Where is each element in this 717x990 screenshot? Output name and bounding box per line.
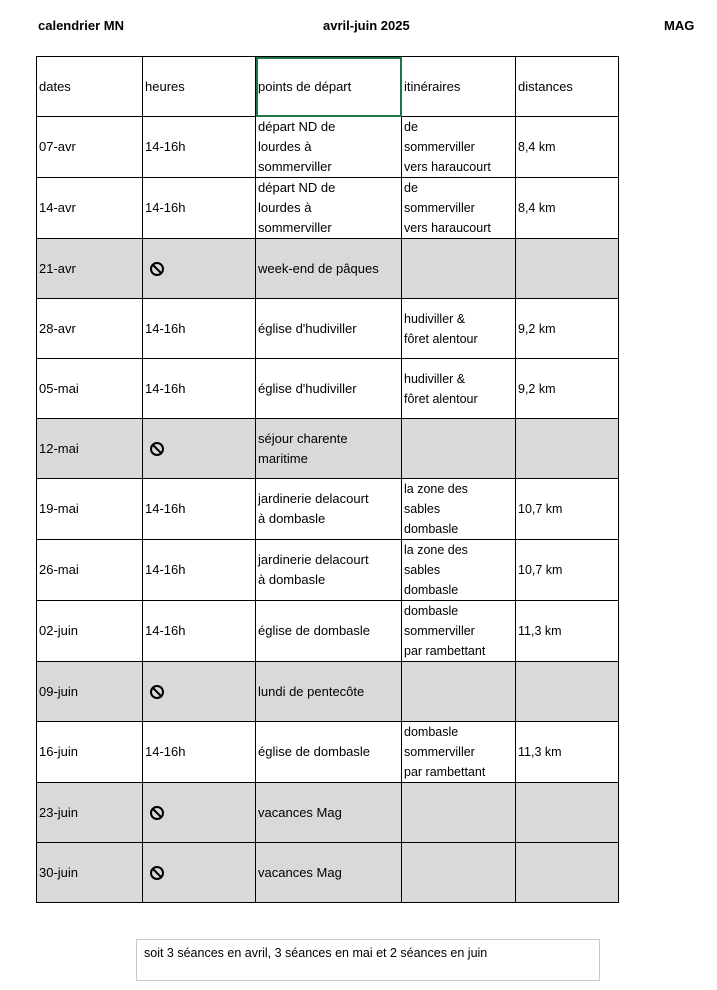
date-cell[interactable]: 09-juin bbox=[37, 662, 143, 722]
hours-cell[interactable]: 14-16h bbox=[143, 178, 256, 239]
table-row bbox=[37, 601, 619, 662]
departure-cell[interactable]: jardinerie delacourt à dombasle bbox=[256, 479, 402, 540]
date-cell[interactable]: 16-juin bbox=[37, 722, 143, 783]
table-row bbox=[37, 178, 619, 239]
table-row bbox=[37, 540, 619, 601]
distance-cell[interactable]: 11,3 km bbox=[516, 601, 619, 662]
route-cell[interactable]: la zone des sables dombasle bbox=[402, 479, 516, 540]
departure-cell[interactable]: jardinerie delacourt à dombasle bbox=[256, 540, 402, 601]
distance-cell[interactable]: 9,2 km bbox=[516, 299, 619, 359]
table-header-row bbox=[37, 57, 619, 117]
route-cell[interactable]: hudiviller & fôret alentour bbox=[402, 299, 516, 359]
distance-cell[interactable]: 9,2 km bbox=[516, 359, 619, 419]
route-cell[interactable]: de sommerviller vers haraucourt bbox=[402, 117, 516, 178]
departure-cell[interactable]: église d'hudiviller bbox=[256, 359, 402, 419]
date-cell[interactable]: 19-mai bbox=[37, 479, 143, 540]
no-entry-icon bbox=[150, 806, 164, 820]
departure-cell[interactable]: départ ND de lourdes à sommerviller bbox=[256, 117, 402, 178]
table-row bbox=[37, 239, 619, 299]
table-row bbox=[37, 117, 619, 178]
summary-note[interactable]: soit 3 séances en avril, 3 séances en mai et 2 séances en juin bbox=[136, 939, 600, 981]
table-row bbox=[37, 359, 619, 419]
route-cell[interactable]: dombasle sommerviller par rambettant bbox=[402, 722, 516, 783]
distance-cell[interactable]: 10,7 km bbox=[516, 479, 619, 540]
table-row bbox=[37, 479, 619, 540]
hours-cell[interactable] bbox=[143, 843, 256, 903]
departure-cell[interactable]: séjour charente maritime bbox=[256, 419, 402, 479]
route-cell[interactable]: dombasle sommerviller par rambettant bbox=[402, 601, 516, 662]
route-cell[interactable] bbox=[402, 419, 516, 479]
date-cell[interactable]: 30-juin bbox=[37, 843, 143, 903]
table-row bbox=[37, 299, 619, 359]
departure-cell[interactable]: vacances Mag bbox=[256, 783, 402, 843]
table-row bbox=[37, 722, 619, 783]
header-period: avril-juin 2025 bbox=[323, 18, 410, 33]
table-row bbox=[37, 783, 619, 843]
date-cell[interactable]: 02-juin bbox=[37, 601, 143, 662]
hours-cell[interactable]: 14-16h bbox=[143, 601, 256, 662]
date-cell[interactable]: 26-mai bbox=[37, 540, 143, 601]
departure-cell[interactable]: week-end de pâques bbox=[256, 239, 402, 299]
date-cell[interactable]: 05-mai bbox=[37, 359, 143, 419]
departure-cell[interactable]: église de dombasle bbox=[256, 601, 402, 662]
table-row bbox=[37, 419, 619, 479]
hours-cell[interactable]: 14-16h bbox=[143, 540, 256, 601]
hours-cell[interactable] bbox=[143, 419, 256, 479]
distance-cell[interactable]: 8,4 km bbox=[516, 178, 619, 239]
route-cell[interactable] bbox=[402, 783, 516, 843]
hours-cell[interactable]: 14-16h bbox=[143, 117, 256, 178]
distance-cell[interactable] bbox=[516, 239, 619, 299]
departure-cell[interactable]: lundi de pentecôte bbox=[256, 662, 402, 722]
date-cell[interactable]: 21-avr bbox=[37, 239, 143, 299]
date-cell[interactable]: 28-avr bbox=[37, 299, 143, 359]
header-title: calendrier MN bbox=[38, 18, 124, 33]
distance-cell[interactable] bbox=[516, 783, 619, 843]
route-cell[interactable] bbox=[402, 843, 516, 903]
route-cell[interactable]: de sommerviller vers haraucourt bbox=[402, 178, 516, 239]
distance-cell[interactable]: 10,7 km bbox=[516, 540, 619, 601]
header-group: MAG bbox=[664, 18, 695, 33]
no-entry-icon bbox=[150, 685, 164, 699]
column-header-departure[interactable]: points de départ bbox=[256, 57, 402, 117]
no-entry-icon bbox=[150, 442, 164, 456]
schedule-table bbox=[36, 56, 619, 903]
date-cell[interactable]: 12-mai bbox=[37, 419, 143, 479]
departure-cell[interactable]: église de dombasle bbox=[256, 722, 402, 783]
table-row bbox=[37, 662, 619, 722]
route-cell[interactable]: la zone des sables dombasle bbox=[402, 540, 516, 601]
distance-cell[interactable] bbox=[516, 419, 619, 479]
distance-cell[interactable] bbox=[516, 662, 619, 722]
hours-cell[interactable]: 14-16h bbox=[143, 359, 256, 419]
route-cell[interactable] bbox=[402, 239, 516, 299]
hours-cell[interactable] bbox=[143, 239, 256, 299]
no-entry-icon bbox=[150, 866, 164, 880]
date-cell[interactable]: 07-avr bbox=[37, 117, 143, 178]
date-cell[interactable]: 23-juin bbox=[37, 783, 143, 843]
hours-cell[interactable] bbox=[143, 662, 256, 722]
column-header-distances[interactable]: distances bbox=[516, 57, 619, 117]
table-row bbox=[37, 843, 619, 903]
distance-cell[interactable] bbox=[516, 843, 619, 903]
hours-cell[interactable]: 14-16h bbox=[143, 722, 256, 783]
hours-cell[interactable]: 14-16h bbox=[143, 479, 256, 540]
column-header-dates[interactable]: dates bbox=[37, 57, 143, 117]
no-entry-icon bbox=[150, 262, 164, 276]
distance-cell[interactable]: 11,3 km bbox=[516, 722, 619, 783]
column-header-routes[interactable]: itinéraires bbox=[402, 57, 516, 117]
departure-cell[interactable]: église d'hudiviller bbox=[256, 299, 402, 359]
hours-cell[interactable] bbox=[143, 783, 256, 843]
departure-cell[interactable]: départ ND de lourdes à sommerviller bbox=[256, 178, 402, 239]
hours-cell[interactable]: 14-16h bbox=[143, 299, 256, 359]
column-header-hours[interactable]: heures bbox=[143, 57, 256, 117]
departure-cell[interactable]: vacances Mag bbox=[256, 843, 402, 903]
date-cell[interactable]: 14-avr bbox=[37, 178, 143, 239]
route-cell[interactable]: hudiviller & fôret alentour bbox=[402, 359, 516, 419]
route-cell[interactable] bbox=[402, 662, 516, 722]
distance-cell[interactable]: 8,4 km bbox=[516, 117, 619, 178]
